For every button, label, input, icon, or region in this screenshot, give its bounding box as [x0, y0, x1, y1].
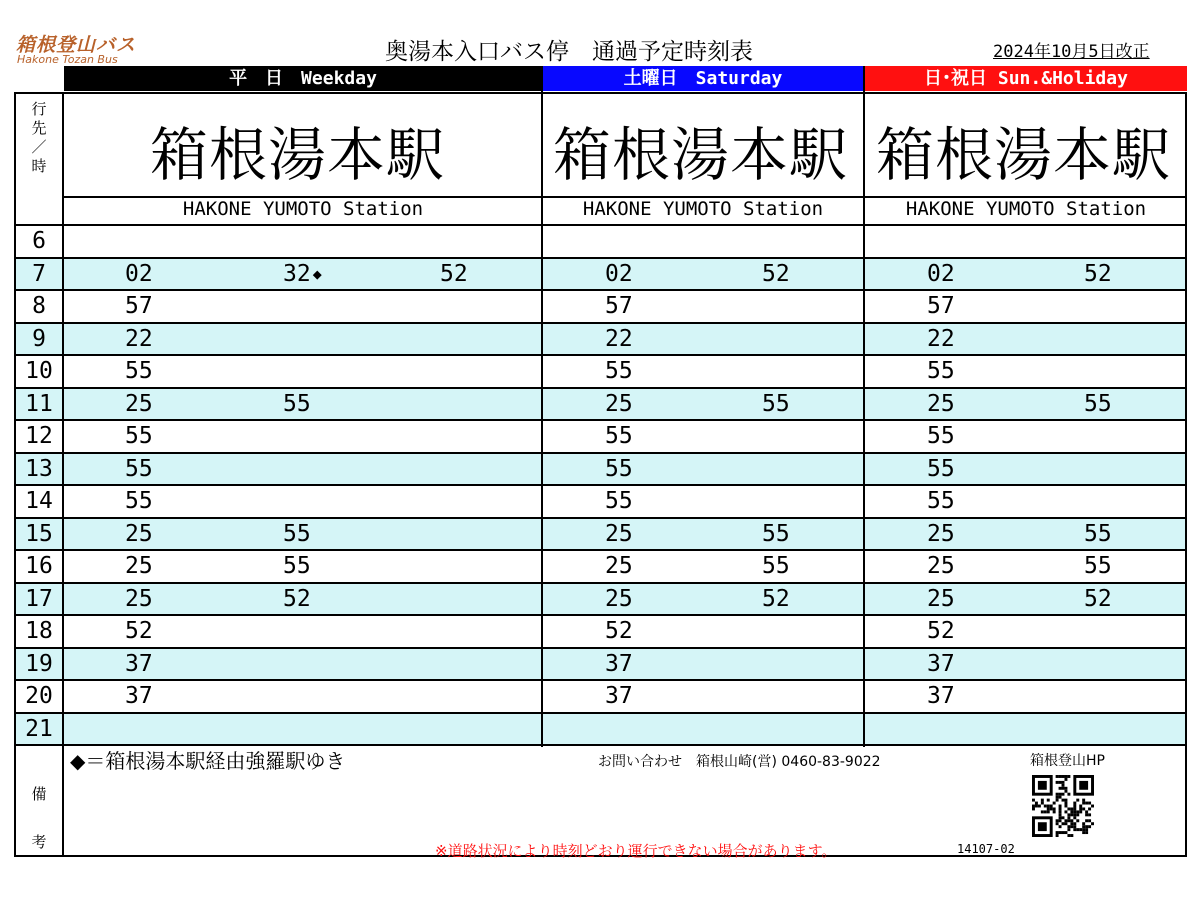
column-header-saturday: 土曜日 Saturday [543, 66, 863, 91]
column-header-weekday: 平 日 Weekday [64, 66, 542, 91]
minute-value: 25 [927, 553, 955, 579]
departure-minute-weekday [125, 680, 153, 712]
minute-value: 37 [125, 650, 153, 677]
departure-minute-weekday [283, 583, 311, 615]
hour-label: 10 [25, 358, 53, 384]
revision-date: 2024年10月5日改正 [993, 42, 1150, 62]
minute-value: 37 [605, 683, 633, 709]
departure-minute-weekday [283, 550, 311, 582]
company-logo: 箱根登山バス [16, 34, 137, 56]
minute-value: 25 [927, 520, 955, 547]
departure-minute-weekday [125, 485, 153, 517]
qr-code-icon[interactable] [1032, 775, 1094, 837]
departure-minute-holiday [1084, 388, 1112, 420]
minute-value: 55 [125, 358, 153, 384]
minute-value: 57 [125, 293, 153, 319]
departure-minute-weekday [440, 258, 468, 290]
departure-minute-saturday [605, 323, 633, 355]
minute-value: 55 [927, 455, 955, 482]
hour-label: 19 [25, 650, 53, 677]
departure-minute-saturday [605, 485, 633, 517]
departure-minute-holiday [1084, 583, 1112, 615]
departure-minute-holiday [927, 355, 955, 387]
minute-value: 55 [927, 423, 955, 449]
minute-value: 25 [605, 520, 633, 547]
disclaimer-note: ※道路状況により時刻どおり運行できない場合があります。 [435, 842, 837, 860]
minute-value: 52 [927, 618, 955, 644]
departure-minute-saturday [762, 583, 790, 615]
page-title: 奥湯本入口バス停 通過予定時刻表 [385, 39, 753, 65]
departure-minute-weekday [125, 388, 153, 420]
minute-value: 55 [605, 488, 633, 514]
minute-value: 55 [927, 488, 955, 514]
departure-minute-saturday [605, 388, 633, 420]
hour-label: 11 [25, 390, 53, 417]
destination-hour-label [22, 100, 56, 176]
departure-minute-saturday [605, 550, 633, 582]
departure-minute-weekday [125, 648, 153, 680]
hour-label: 13 [25, 455, 53, 482]
departure-minute-holiday [927, 550, 955, 582]
minute-value: 37 [605, 650, 633, 677]
remarks-label-text: 備考 [31, 785, 47, 851]
hour-label: 6 [32, 228, 46, 254]
departure-minute-saturday [762, 258, 790, 290]
column-divider [863, 66, 865, 747]
minute-value: 55 [125, 488, 153, 514]
hour-label: 7 [32, 260, 46, 287]
departure-minute-holiday [1084, 550, 1112, 582]
row-divider [16, 614, 1185, 616]
departure-minute-saturday [605, 290, 633, 322]
minute-value: 55 [1084, 390, 1112, 417]
minute-value: 55 [283, 520, 311, 547]
departure-minute-holiday [927, 518, 955, 550]
row-divider [16, 419, 1185, 421]
minute-value: 55 [283, 390, 311, 417]
minute-value: 55 [605, 358, 633, 384]
row-divider [16, 647, 1185, 649]
departure-minute-holiday [927, 290, 955, 322]
hour-label: 12 [25, 423, 53, 449]
minute-value: 52 [125, 618, 153, 644]
minute-value: 25 [605, 585, 633, 612]
departure-minute-weekday [125, 518, 153, 550]
hour-label: 14 [25, 488, 53, 514]
minute-value: 55 [125, 455, 153, 482]
row-divider [16, 322, 1185, 324]
row-divider [16, 387, 1185, 389]
minute-value: 52 [762, 260, 790, 287]
document-code: 14107-02 [957, 842, 1015, 856]
minute-value: 25 [927, 390, 955, 417]
departure-minute-weekday [283, 258, 322, 290]
destination-jp-saturday: 箱根湯本駅 [553, 121, 849, 189]
minute-value: 25 [125, 520, 153, 547]
departure-minute-holiday [1084, 258, 1112, 290]
minute-value: 52 [1084, 585, 1112, 612]
minute-value: 52 [605, 618, 633, 644]
row-divider [16, 679, 1185, 681]
departure-minute-saturday [605, 453, 633, 485]
row-divider [16, 549, 1185, 551]
minute-value: 22 [927, 325, 955, 352]
departure-minute-saturday [605, 518, 633, 550]
departure-minute-weekday [283, 388, 311, 420]
departure-minute-saturday [762, 518, 790, 550]
destination-jp-holiday: 箱根湯本駅 [876, 121, 1172, 189]
departure-minute-weekday [125, 453, 153, 485]
minute-value: 22 [605, 325, 633, 352]
row-divider [16, 712, 1185, 714]
departure-minute-saturday [762, 388, 790, 420]
row-divider [16, 582, 1185, 584]
departure-minute-holiday [927, 680, 955, 712]
minute-value: 55 [605, 423, 633, 449]
departure-minute-weekday [125, 290, 153, 322]
minute-value: 55 [125, 423, 153, 449]
departure-minute-holiday [927, 583, 955, 615]
row-divider [16, 257, 1185, 259]
hour-label: 20 [25, 683, 53, 709]
row-divider [16, 354, 1185, 356]
minute-value: 25 [605, 390, 633, 417]
hour-label: 15 [25, 520, 53, 547]
departure-minute-saturday [605, 355, 633, 387]
legend-note: ◆＝箱根湯本駅経由強羅駅ゆき [70, 749, 346, 773]
minute-value: 52 [283, 585, 311, 612]
minute-value: 37 [927, 650, 955, 677]
departure-minute-saturday [605, 583, 633, 615]
minute-value: 37 [125, 683, 153, 709]
minute-value: 37 [927, 683, 955, 709]
minute-value: 02 [125, 260, 153, 287]
row-divider [16, 484, 1185, 486]
hour-label: 18 [25, 618, 53, 644]
minute-value: 55 [927, 358, 955, 384]
minute-value: 55 [605, 455, 633, 482]
column-header-holiday: 日･祝日 Sun.&Holiday [865, 66, 1187, 91]
departure-minute-saturday [762, 550, 790, 582]
hour-label: 17 [25, 585, 53, 612]
minute-value: 55 [762, 520, 790, 547]
minute-value: 25 [125, 585, 153, 612]
departure-minute-holiday [927, 485, 955, 517]
departure-minute-weekday [283, 518, 311, 550]
destination-en-holiday: HAKONE YUMOTO Station [905, 198, 1147, 220]
minute-value: 02 [927, 260, 955, 287]
minute-value: 32 [283, 260, 311, 287]
hour-label: 16 [25, 553, 53, 579]
minute-value: 25 [125, 553, 153, 579]
minute-value: 55 [1084, 520, 1112, 547]
minute-value: 25 [605, 553, 633, 579]
minute-value: 22 [125, 325, 153, 352]
contact-info: お問い合わせ 箱根山崎(営) 0460-83-9022 [598, 754, 881, 770]
departure-minute-saturday [605, 615, 633, 647]
remarks-label [22, 770, 56, 866]
row-divider [16, 224, 1185, 226]
departure-minute-weekday [125, 258, 153, 290]
minute-value: 52 [440, 260, 468, 287]
minute-value: 57 [927, 293, 955, 319]
row-divider [16, 452, 1185, 454]
departure-minute-holiday [927, 453, 955, 485]
departure-minute-holiday [927, 323, 955, 355]
company-logo-en: Hakone Tozan Bus [17, 53, 118, 66]
departure-minute-holiday [927, 258, 955, 290]
express-marker-icon: ◆ [312, 264, 322, 283]
departure-minute-saturday [605, 420, 633, 452]
departure-minute-weekday [125, 615, 153, 647]
minute-value: 55 [762, 553, 790, 579]
minute-value: 57 [605, 293, 633, 319]
minute-value: 55 [1084, 553, 1112, 579]
departure-minute-weekday [125, 323, 153, 355]
departure-minute-holiday [927, 388, 955, 420]
minute-value: 52 [762, 585, 790, 612]
destination-en-weekday: HAKONE YUMOTO Station [182, 198, 424, 220]
destination-jp-weekday: 箱根湯本駅 [150, 121, 446, 189]
departure-minute-saturday [605, 680, 633, 712]
row-divider [16, 289, 1185, 291]
column-divider [541, 66, 543, 747]
departure-minute-holiday [1084, 518, 1112, 550]
departure-minute-saturday [605, 258, 633, 290]
minute-value: 25 [927, 585, 955, 612]
minute-value: 02 [605, 260, 633, 287]
minute-value: 52 [1084, 260, 1112, 287]
departure-minute-saturday [605, 648, 633, 680]
destination-en-saturday: HAKONE YUMOTO Station [582, 198, 824, 220]
minute-value: 25 [125, 390, 153, 417]
hour-label: 8 [32, 293, 46, 319]
minute-value: 55 [283, 553, 311, 579]
homepage-label: 箱根登山HP [1030, 753, 1105, 769]
departure-minute-weekday [125, 420, 153, 452]
hour-label: 9 [32, 325, 46, 352]
corner-label-text: 行先／時 [31, 100, 47, 175]
row-divider [16, 517, 1185, 519]
departure-minute-weekday [125, 583, 153, 615]
departure-minute-weekday [125, 355, 153, 387]
departure-minute-holiday [927, 648, 955, 680]
departure-minute-weekday [125, 550, 153, 582]
minute-value: 55 [762, 390, 790, 417]
departure-minute-holiday [927, 420, 955, 452]
departure-minute-holiday [927, 615, 955, 647]
hour-label: 21 [25, 715, 53, 742]
